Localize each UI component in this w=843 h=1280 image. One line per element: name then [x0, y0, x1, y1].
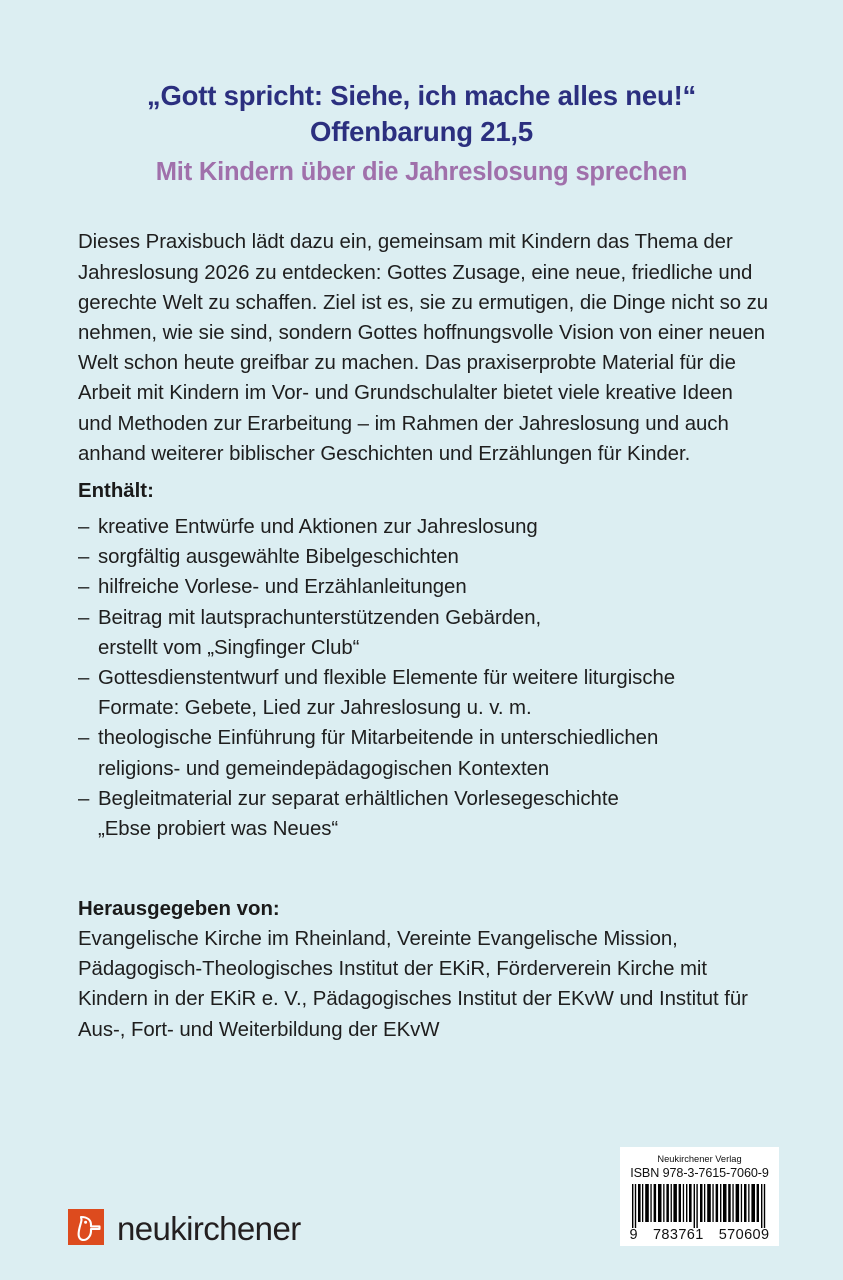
- bullet-dash-icon: –: [78, 727, 90, 750]
- barcode-publisher-name: Neukirchener Verlag: [657, 1154, 742, 1164]
- list-item-line1: sorgfältig ausgewählte Bibelgeschichten: [98, 546, 459, 569]
- list-item-line2: religions- und gemeindepädagogischen Kontexten: [98, 757, 550, 780]
- barcode-digit-left: 9: [629, 1227, 638, 1243]
- list-item: [78, 784, 778, 844]
- list-item: [78, 723, 778, 783]
- barcode-bars-icon: [632, 1184, 768, 1228]
- list-item-line2: „Ebse probiert was Neues“: [98, 818, 339, 841]
- list-item-line2: Formate: Gebete, Lied zur Jahreslosung u. v. m.: [98, 697, 532, 720]
- list-item-line1: theologische Einführung für Mitarbeitende in unterschiedlichen: [98, 727, 659, 750]
- bullet-dash-icon: –: [78, 516, 90, 538]
- neukirchener-bird-icon: [68, 1209, 108, 1249]
- list-item-line2: erstellt vom „Singfinger Club“: [98, 636, 360, 659]
- list-item: [78, 572, 778, 602]
- list-item-line1: Gottesdienstentwurf und flexible Elemente für weitere liturgische: [98, 667, 676, 690]
- headline-reference: Offenbarung 21,5: [310, 116, 533, 147]
- publisher-logo: [68, 1209, 301, 1249]
- bullet-dash-icon: –: [78, 606, 90, 629]
- barcode-digits: [630, 1227, 770, 1243]
- list-item-text: [98, 572, 778, 602]
- intro-paragraph: Dieses Praxisbuch lädt dazu ein, gemeinsam mit Kindern das Thema der Jahreslosung 2026 zu entdecken: Gottes Zusage, eine neue, friedliche und gerechte Welt zu schaffen. Ziel ist es, sie zu ermutigen, die Dinge nicht so zu nehmen, wie sie sind, sondern Gottes hoffnungsvolle Vision von einer neuen Welt schon heute greifbar zu machen. Das praxiserprobte Material für die Arbeit mit Kindern im Vor- und Grundschulalter bietet viele kreative Ideen und Methoden zur Erarbeitung – im Rahmen der Jahreslosung und auch anhand weiterer biblischer Geschichten und Erzählungen für Kinder.: [78, 231, 769, 465]
- list-item-text: [98, 512, 778, 542]
- list-item-text: [98, 784, 778, 844]
- barcode-isbn-text: ISBN 978-3-7615-7060-9: [630, 1166, 769, 1180]
- headline-block: [0, 78, 843, 190]
- barcode-digit-group-2: 570609: [718, 1227, 770, 1243]
- bullet-dash-icon: –: [78, 546, 90, 569]
- list-item-line1: kreative Entwürfe und Aktionen zur Jahreslosung: [98, 516, 538, 538]
- list-item: [78, 603, 778, 663]
- headline-subtitle: Mit Kindern über die Jahreslosung sprechen: [155, 158, 688, 186]
- list-item-text: [98, 542, 778, 572]
- list-item-text: [98, 723, 778, 783]
- list-item-line1: hilfreiche Vorlese- und Erzählanleitungen: [98, 576, 467, 599]
- bullet-dash-icon: –: [78, 576, 90, 599]
- list-item: [78, 663, 778, 723]
- barcode-box: [620, 1147, 779, 1246]
- bullet-dash-icon: –: [78, 667, 90, 690]
- issuer-text: Evangelische Kirche im Rheinland, Vereinte Evangelische Mission, Pädagogisch-Theologisches Institut der EKiR, Förderverein Kirche mit Kindern in der EKiR e. V., Pädagogisches Institut der EKvW und Institut für Aus-, Fort- und Weiterbildung der EKvW: [78, 928, 748, 1041]
- contains-list: [78, 512, 778, 844]
- bullet-dash-icon: –: [78, 787, 90, 810]
- list-item-text: [98, 663, 778, 723]
- publisher-wordmark: neukirchener: [117, 1210, 301, 1247]
- list-item-text: [98, 603, 778, 663]
- list-item: [78, 512, 778, 542]
- issuer-title: Herausgegeben von:: [78, 898, 280, 920]
- headline-quote: „Gott spricht: Siehe, ich mache alles neu!“: [146, 80, 697, 111]
- list-item-line1: Begleitmaterial zur separat erhältlichen Vorlesegeschichte: [98, 787, 619, 810]
- barcode-digit-group-1: 783761: [652, 1227, 704, 1243]
- contains-title: Enthält:: [78, 480, 154, 502]
- list-item-line1: Beitrag mit lautsprachunterstützenden Gebärden,: [98, 606, 542, 629]
- issuer-block: [78, 895, 778, 1045]
- list-item: [78, 542, 778, 572]
- contains-block: [78, 477, 778, 844]
